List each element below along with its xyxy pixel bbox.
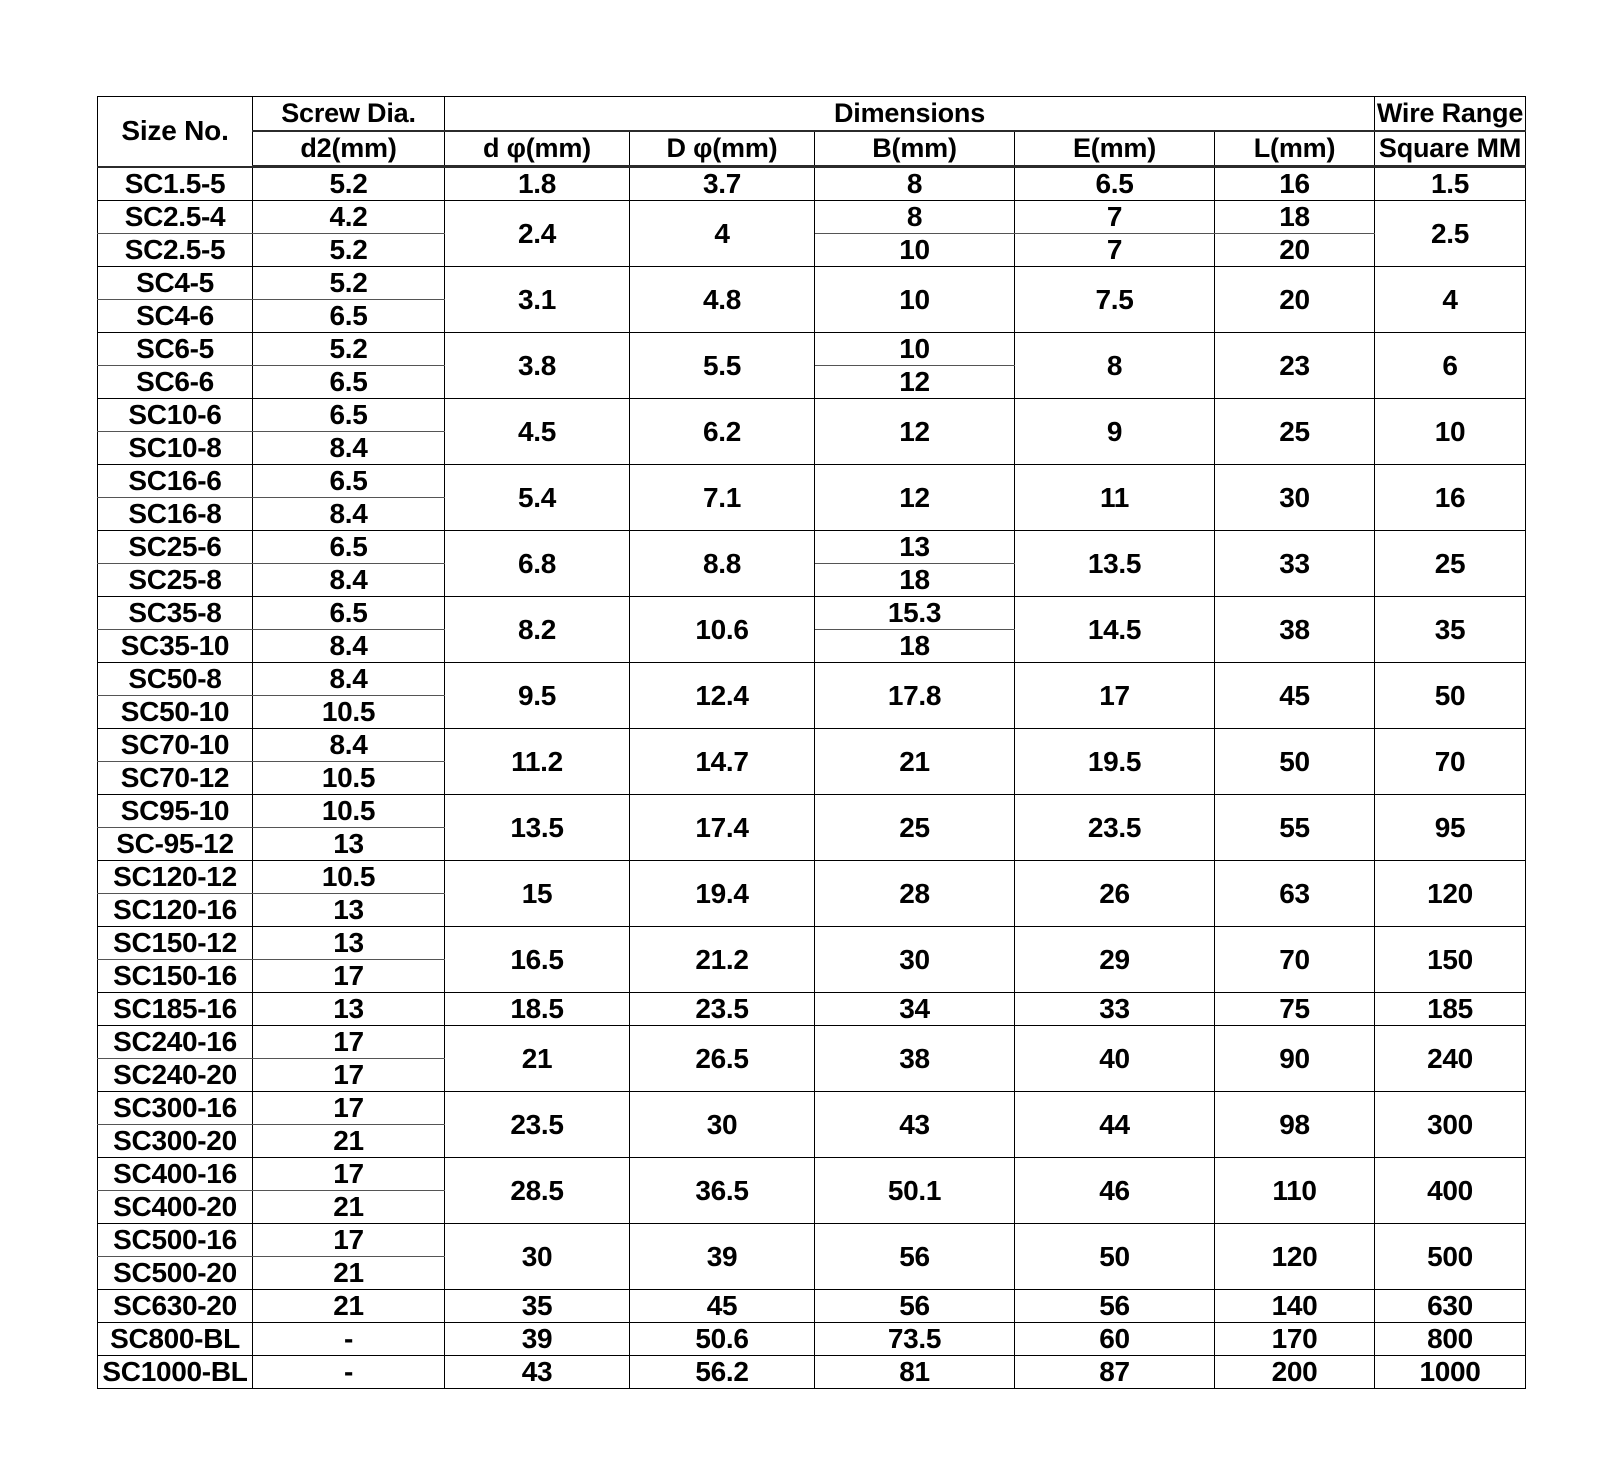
cell-dim-d: 35	[445, 1290, 630, 1323]
table-row	[98, 1092, 1526, 1125]
cell-dim-D: 39	[630, 1224, 815, 1290]
cell-size-no: SC4-6	[98, 300, 253, 333]
cell-dim-E: 26	[1015, 861, 1215, 927]
cell-size-no: SC2.5-5	[98, 234, 253, 267]
cell-dim-B: 17.8	[815, 663, 1015, 729]
cell-dim-L: 200	[1215, 1356, 1375, 1389]
cell-dim-B: 18	[815, 630, 1015, 663]
header-dimensions-group: Dimensions	[445, 97, 1375, 132]
cell-dim-L: 98	[1215, 1092, 1375, 1158]
cell-screw-dia-d2: 21	[253, 1125, 445, 1158]
cell-screw-dia-d2: 4.2	[253, 201, 445, 234]
cell-dim-B: 12	[815, 399, 1015, 465]
cell-dim-L: 55	[1215, 795, 1375, 861]
cell-dim-D: 21.2	[630, 927, 815, 993]
header-d2: d2(mm)	[253, 131, 445, 167]
cell-size-no: SC240-16	[98, 1026, 253, 1059]
cell-wire-range: 500	[1375, 1224, 1526, 1290]
table-row	[98, 333, 1526, 366]
cell-size-no: SC800-BL	[98, 1323, 253, 1356]
cell-wire-range: 70	[1375, 729, 1526, 795]
cell-dim-B: 15.3	[815, 597, 1015, 630]
cell-dim-D: 5.5	[630, 333, 815, 399]
cell-dim-D: 8.8	[630, 531, 815, 597]
cell-screw-dia-d2: 10.5	[253, 696, 445, 729]
cell-dim-L: 18	[1215, 201, 1375, 234]
cell-screw-dia-d2: 6.5	[253, 531, 445, 564]
cell-dim-E: 87	[1015, 1356, 1215, 1389]
cell-screw-dia-d2: 17	[253, 1059, 445, 1092]
cell-dim-d: 11.2	[445, 729, 630, 795]
cell-dim-D: 17.4	[630, 795, 815, 861]
cell-size-no: SC300-20	[98, 1125, 253, 1158]
cell-dim-D: 19.4	[630, 861, 815, 927]
table-row	[98, 399, 1526, 432]
cell-dim-L: 63	[1215, 861, 1375, 927]
cell-dim-D: 14.7	[630, 729, 815, 795]
cell-screw-dia-d2: 17	[253, 1158, 445, 1191]
header-E: E(mm)	[1015, 131, 1215, 167]
cell-dim-E: 6.5	[1015, 167, 1215, 201]
table-row	[98, 267, 1526, 300]
cell-dim-D: 45	[630, 1290, 815, 1323]
header-d: d φ(mm)	[445, 131, 630, 167]
cell-wire-range: 1.5	[1375, 167, 1526, 201]
cell-dim-E: 23.5	[1015, 795, 1215, 861]
table-row	[98, 531, 1526, 564]
cell-screw-dia-d2: 17	[253, 1224, 445, 1257]
cell-dim-d: 28.5	[445, 1158, 630, 1224]
cell-size-no: SC16-6	[98, 465, 253, 498]
cell-dim-L: 33	[1215, 531, 1375, 597]
cell-dim-L: 110	[1215, 1158, 1375, 1224]
cell-screw-dia-d2: 13	[253, 828, 445, 861]
cell-size-no: SC25-8	[98, 564, 253, 597]
cell-dim-d: 6.8	[445, 531, 630, 597]
cell-dim-d: 18.5	[445, 993, 630, 1026]
cell-size-no: SC400-20	[98, 1191, 253, 1224]
cell-dim-B: 43	[815, 1092, 1015, 1158]
table-row	[98, 729, 1526, 762]
cell-dim-L: 25	[1215, 399, 1375, 465]
cell-size-no: SC35-8	[98, 597, 253, 630]
table-row	[98, 1026, 1526, 1059]
cell-dim-L: 38	[1215, 597, 1375, 663]
table-body	[98, 167, 1526, 1389]
cell-screw-dia-d2: -	[253, 1356, 445, 1389]
cell-dim-B: 21	[815, 729, 1015, 795]
cell-dim-D: 23.5	[630, 993, 815, 1026]
cell-screw-dia-d2: 8.4	[253, 630, 445, 663]
cell-size-no: SC185-16	[98, 993, 253, 1026]
cell-size-no: SC400-16	[98, 1158, 253, 1191]
table-row	[98, 597, 1526, 630]
cell-dim-B: 56	[815, 1224, 1015, 1290]
cell-dim-B: 81	[815, 1356, 1015, 1389]
cell-size-no: SC50-8	[98, 663, 253, 696]
cell-size-no: SC10-6	[98, 399, 253, 432]
cell-dim-D: 10.6	[630, 597, 815, 663]
cell-dim-B: 28	[815, 861, 1015, 927]
cell-size-no: SC6-6	[98, 366, 253, 399]
cell-dim-d: 21	[445, 1026, 630, 1092]
header-B: B(mm)	[815, 131, 1015, 167]
table-head	[98, 97, 1526, 167]
cell-screw-dia-d2: 13	[253, 927, 445, 960]
cell-dim-D: 6.2	[630, 399, 815, 465]
table-row	[98, 1224, 1526, 1257]
cell-wire-range: 35	[1375, 597, 1526, 663]
cell-dim-D: 26.5	[630, 1026, 815, 1092]
cell-dim-d: 13.5	[445, 795, 630, 861]
cell-wire-range: 300	[1375, 1092, 1526, 1158]
header-wire-range-group: Wire Range	[1375, 97, 1526, 132]
cell-screw-dia-d2: 8.4	[253, 564, 445, 597]
cell-screw-dia-d2: 21	[253, 1191, 445, 1224]
table-row	[98, 663, 1526, 696]
cell-wire-range: 4	[1375, 267, 1526, 333]
cell-dim-B: 38	[815, 1026, 1015, 1092]
cell-dim-B: 50.1	[815, 1158, 1015, 1224]
cell-size-no: SC500-20	[98, 1257, 253, 1290]
cell-dim-B: 8	[815, 167, 1015, 201]
cell-size-no: SC70-12	[98, 762, 253, 795]
cell-dim-E: 13.5	[1015, 531, 1215, 597]
cell-dim-d: 3.8	[445, 333, 630, 399]
cell-screw-dia-d2: 8.4	[253, 663, 445, 696]
cell-dim-B: 12	[815, 465, 1015, 531]
cell-screw-dia-d2: 13	[253, 993, 445, 1026]
cell-screw-dia-d2: 10.5	[253, 861, 445, 894]
table-row	[98, 1323, 1526, 1356]
cell-screw-dia-d2: 8.4	[253, 432, 445, 465]
cell-dim-D: 50.6	[630, 1323, 815, 1356]
cell-screw-dia-d2: 5.2	[253, 234, 445, 267]
cell-dim-B: 10	[815, 333, 1015, 366]
cell-screw-dia-d2: 5.2	[253, 167, 445, 201]
cell-size-no: SC240-20	[98, 1059, 253, 1092]
cell-dim-D: 12.4	[630, 663, 815, 729]
cell-screw-dia-d2: 6.5	[253, 399, 445, 432]
cell-screw-dia-d2: 8.4	[253, 729, 445, 762]
cell-screw-dia-d2: 5.2	[253, 267, 445, 300]
cell-dim-d: 8.2	[445, 597, 630, 663]
cell-screw-dia-d2: 6.5	[253, 597, 445, 630]
cell-dim-L: 90	[1215, 1026, 1375, 1092]
cell-screw-dia-d2: 17	[253, 1026, 445, 1059]
cell-wire-range: 95	[1375, 795, 1526, 861]
cell-dim-L: 120	[1215, 1224, 1375, 1290]
table-row	[98, 167, 1526, 201]
cell-screw-dia-d2: 8.4	[253, 498, 445, 531]
cell-dim-L: 16	[1215, 167, 1375, 201]
cell-wire-range: 185	[1375, 993, 1526, 1026]
table-row	[98, 861, 1526, 894]
cell-size-no: SC50-10	[98, 696, 253, 729]
cell-size-no: SC1000-BL	[98, 1356, 253, 1389]
cell-dim-L: 23	[1215, 333, 1375, 399]
cell-dim-E: 60	[1015, 1323, 1215, 1356]
cell-dim-L: 75	[1215, 993, 1375, 1026]
cell-size-no: SC150-16	[98, 960, 253, 993]
header-size-no: Size No.	[98, 97, 253, 167]
cell-size-no: SC95-10	[98, 795, 253, 828]
cell-size-no: SC70-10	[98, 729, 253, 762]
cell-size-no: SC120-16	[98, 894, 253, 927]
header-wire-range: Square MM	[1375, 131, 1526, 167]
cell-dim-D: 4	[630, 201, 815, 267]
cell-size-no: SC150-12	[98, 927, 253, 960]
cell-dim-E: 33	[1015, 993, 1215, 1026]
cell-wire-range: 150	[1375, 927, 1526, 993]
cell-dim-B: 13	[815, 531, 1015, 564]
cell-wire-range: 50	[1375, 663, 1526, 729]
header-D: D φ(mm)	[630, 131, 815, 167]
cell-size-no: SC120-12	[98, 861, 253, 894]
cell-dim-E: 44	[1015, 1092, 1215, 1158]
cell-dim-d: 23.5	[445, 1092, 630, 1158]
cell-screw-dia-d2: 5.2	[253, 333, 445, 366]
cell-dim-E: 17	[1015, 663, 1215, 729]
cell-size-no: SC6-5	[98, 333, 253, 366]
cell-dim-d: 9.5	[445, 663, 630, 729]
cell-dim-D: 30	[630, 1092, 815, 1158]
cell-dim-d: 15	[445, 861, 630, 927]
cell-dim-B: 25	[815, 795, 1015, 861]
cell-dim-L: 50	[1215, 729, 1375, 795]
cell-dim-L: 170	[1215, 1323, 1375, 1356]
cell-screw-dia-d2: 17	[253, 960, 445, 993]
table-row	[98, 993, 1526, 1026]
cell-size-no: SC1.5-5	[98, 167, 253, 201]
cell-dim-D: 3.7	[630, 167, 815, 201]
cell-size-no: SC10-8	[98, 432, 253, 465]
cell-size-no: SC35-10	[98, 630, 253, 663]
cell-dim-d: 30	[445, 1224, 630, 1290]
cell-dim-B: 73.5	[815, 1323, 1015, 1356]
cell-wire-range: 2.5	[1375, 201, 1526, 267]
cell-size-no: SC16-8	[98, 498, 253, 531]
cell-size-no: SC25-6	[98, 531, 253, 564]
table-row	[98, 1356, 1526, 1389]
cell-screw-dia-d2: 21	[253, 1290, 445, 1323]
cell-screw-dia-d2: 10.5	[253, 795, 445, 828]
table-row	[98, 927, 1526, 960]
terminal-lug-spec-table	[97, 96, 1526, 1389]
header-group-row	[98, 97, 1526, 132]
cell-screw-dia-d2: 6.5	[253, 465, 445, 498]
cell-dim-d: 43	[445, 1356, 630, 1389]
cell-size-no: SC-95-12	[98, 828, 253, 861]
cell-dim-E: 14.5	[1015, 597, 1215, 663]
table-row	[98, 201, 1526, 234]
cell-dim-D: 56.2	[630, 1356, 815, 1389]
cell-screw-dia-d2: -	[253, 1323, 445, 1356]
cell-size-no: SC4-5	[98, 267, 253, 300]
cell-dim-B: 34	[815, 993, 1015, 1026]
header-screw-dia-group: Screw Dia.	[253, 97, 445, 132]
cell-wire-range: 400	[1375, 1158, 1526, 1224]
cell-dim-B: 12	[815, 366, 1015, 399]
cell-dim-B: 10	[815, 234, 1015, 267]
cell-screw-dia-d2: 13	[253, 894, 445, 927]
cell-dim-E: 7	[1015, 234, 1215, 267]
cell-wire-range: 120	[1375, 861, 1526, 927]
cell-dim-D: 4.8	[630, 267, 815, 333]
cell-dim-E: 8	[1015, 333, 1215, 399]
cell-dim-E: 56	[1015, 1290, 1215, 1323]
cell-dim-E: 7.5	[1015, 267, 1215, 333]
header-unit-row	[98, 131, 1526, 167]
cell-dim-d: 39	[445, 1323, 630, 1356]
cell-wire-range: 10	[1375, 399, 1526, 465]
table-row	[98, 1290, 1526, 1323]
cell-dim-D: 36.5	[630, 1158, 815, 1224]
cell-dim-L: 20	[1215, 234, 1375, 267]
cell-dim-d: 2.4	[445, 201, 630, 267]
cell-dim-E: 11	[1015, 465, 1215, 531]
cell-size-no: SC630-20	[98, 1290, 253, 1323]
header-L: L(mm)	[1215, 131, 1375, 167]
cell-wire-range: 630	[1375, 1290, 1526, 1323]
cell-dim-d: 16.5	[445, 927, 630, 993]
cell-wire-range: 240	[1375, 1026, 1526, 1092]
table-row	[98, 465, 1526, 498]
cell-dim-B: 18	[815, 564, 1015, 597]
cell-dim-B: 56	[815, 1290, 1015, 1323]
cell-dim-E: 7	[1015, 201, 1215, 234]
cell-dim-d: 5.4	[445, 465, 630, 531]
cell-dim-d: 4.5	[445, 399, 630, 465]
cell-dim-L: 20	[1215, 267, 1375, 333]
cell-screw-dia-d2: 10.5	[253, 762, 445, 795]
table-row	[98, 1158, 1526, 1191]
cell-dim-E: 29	[1015, 927, 1215, 993]
cell-dim-B: 10	[815, 267, 1015, 333]
cell-wire-range: 16	[1375, 465, 1526, 531]
cell-dim-L: 45	[1215, 663, 1375, 729]
cell-dim-L: 140	[1215, 1290, 1375, 1323]
cell-dim-D: 7.1	[630, 465, 815, 531]
cell-dim-B: 30	[815, 927, 1015, 993]
cell-size-no: SC500-16	[98, 1224, 253, 1257]
cell-screw-dia-d2: 21	[253, 1257, 445, 1290]
cell-screw-dia-d2: 6.5	[253, 366, 445, 399]
cell-screw-dia-d2: 17	[253, 1092, 445, 1125]
cell-dim-L: 30	[1215, 465, 1375, 531]
cell-screw-dia-d2: 6.5	[253, 300, 445, 333]
cell-size-no: SC300-16	[98, 1092, 253, 1125]
cell-wire-range: 6	[1375, 333, 1526, 399]
cell-dim-E: 50	[1015, 1224, 1215, 1290]
cell-dim-E: 19.5	[1015, 729, 1215, 795]
cell-dim-E: 46	[1015, 1158, 1215, 1224]
cell-wire-range: 800	[1375, 1323, 1526, 1356]
cell-wire-range: 25	[1375, 531, 1526, 597]
cell-size-no: SC2.5-4	[98, 201, 253, 234]
cell-dim-E: 40	[1015, 1026, 1215, 1092]
cell-dim-L: 70	[1215, 927, 1375, 993]
cell-dim-B: 8	[815, 201, 1015, 234]
cell-dim-E: 9	[1015, 399, 1215, 465]
cell-wire-range: 1000	[1375, 1356, 1526, 1389]
cell-dim-d: 1.8	[445, 167, 630, 201]
cell-dim-d: 3.1	[445, 267, 630, 333]
table-row	[98, 795, 1526, 828]
